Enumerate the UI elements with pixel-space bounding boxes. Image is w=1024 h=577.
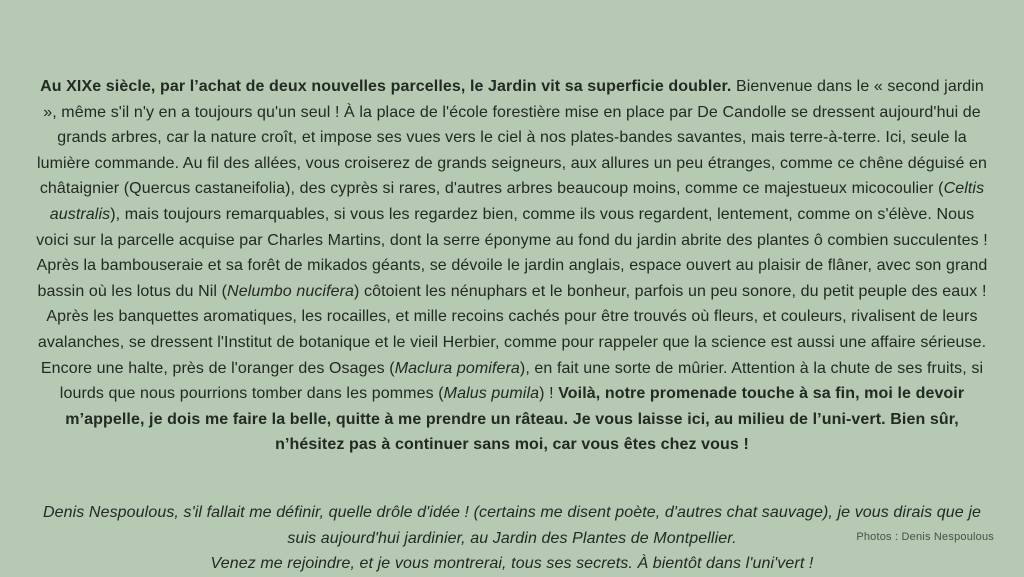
text-segment-regular: ) !	[539, 385, 559, 403]
main-paragraph	[32, 74, 992, 458]
signature-paragraph	[32, 500, 992, 577]
text-segment-italic: Nelumbo nucifera	[227, 282, 355, 300]
text-segment-bold: Voilà, notre promenade touche à sa fin, moi le devoir m’appelle, je dois me faire la belle, quitte à me prendre un râteau. Je vous laisse ici, au milieu de l’uni-vert. Bien sûr, n’hésitez pas à continuer sans moi, car vous êtes chez vous !	[65, 385, 965, 454]
text-segment-regular: ) côtoient les nénuphars et le bonheur, parfois un peu sonore, du petit peuple des eaux ! Après les banquettes aromatiques, les rocailles, et mille recoins cachés pour être trouvés où fleurs, et couleurs, rivalisent de leurs avalanches, se dressent l'Institut de botanique et le vieil Herbier, comme pour rappeler que la science est aussi une affaire sérieuse. Encore une halte, près de l'oranger des Osages (	[37, 282, 987, 377]
article-body	[32, 74, 992, 577]
text-segment-italic: Celtis australis	[49, 180, 985, 223]
signature-line-1: Denis Nespoulous, s'il fallait me définir, quelle drôle d'idée ! (certains me disent poète, d'autres chat sauvage), je vous dirais que je suis aujourd'hui jardinier, au Jardin des Plantes de Montpellier.	[42, 503, 982, 547]
photo-credit: Photos : Denis Nespoulous	[856, 531, 994, 543]
text-segment-italic: Maclura pomifera	[394, 359, 520, 377]
text-segment-bold: Au XIXe siècle, par l’achat de deux nouvelles parcelles, le Jardin vit sa superficie doubler.	[40, 78, 732, 95]
text-segment-regular: ), en fait une sorte de mûrier. Attention à la chute de ses fruits, si lourds que nous pourrions tomber dans les pommes (	[59, 359, 984, 403]
text-segment-italic: Malus pumila	[443, 385, 540, 403]
text-segment-regular: Bienvenue dans le « second jardin », même s'il n'y en a toujours qu'un seul ! À la place de l'école forestière mise en place par De Candolle se dressent aujourd'hui de grands arbres, car la nature croît, et impose ses vues vers le ciel à nos plates-bandes savantes, mais terre-à-terre. Ici, seule la lumière commande. Au fil des allées, vous croiserez de grands seigneurs, aux allures un peu étranges, comme ce chêne déguisé en châtaignier (Quercus castaneifolia), des cyprès si rares, d'autres arbres beaucoup moins, comme ce majestueux micocoulier (	[36, 78, 988, 198]
text-segment-regular: ), mais toujours remarquables, si vous les regardez bien, comme ils vous regardent, lentement, comme on s'élève. Nous voici sur la parcelle acquise par Charles Martins, dont la serre éponyme au fond du jardin abrite des plantes ô combien succulentes ! Après la bambouseraie et sa forêt de mikados géants, se dévoile le jardin anglais, espace ouvert au plaisir de flâner, avec son grand bassin où les lotus du Nil (	[36, 205, 988, 300]
signature-line-2: Venez me rejoindre, et je vous montrerai, tous ses secrets. À bientôt dans l'uni'vert !	[210, 555, 814, 573]
